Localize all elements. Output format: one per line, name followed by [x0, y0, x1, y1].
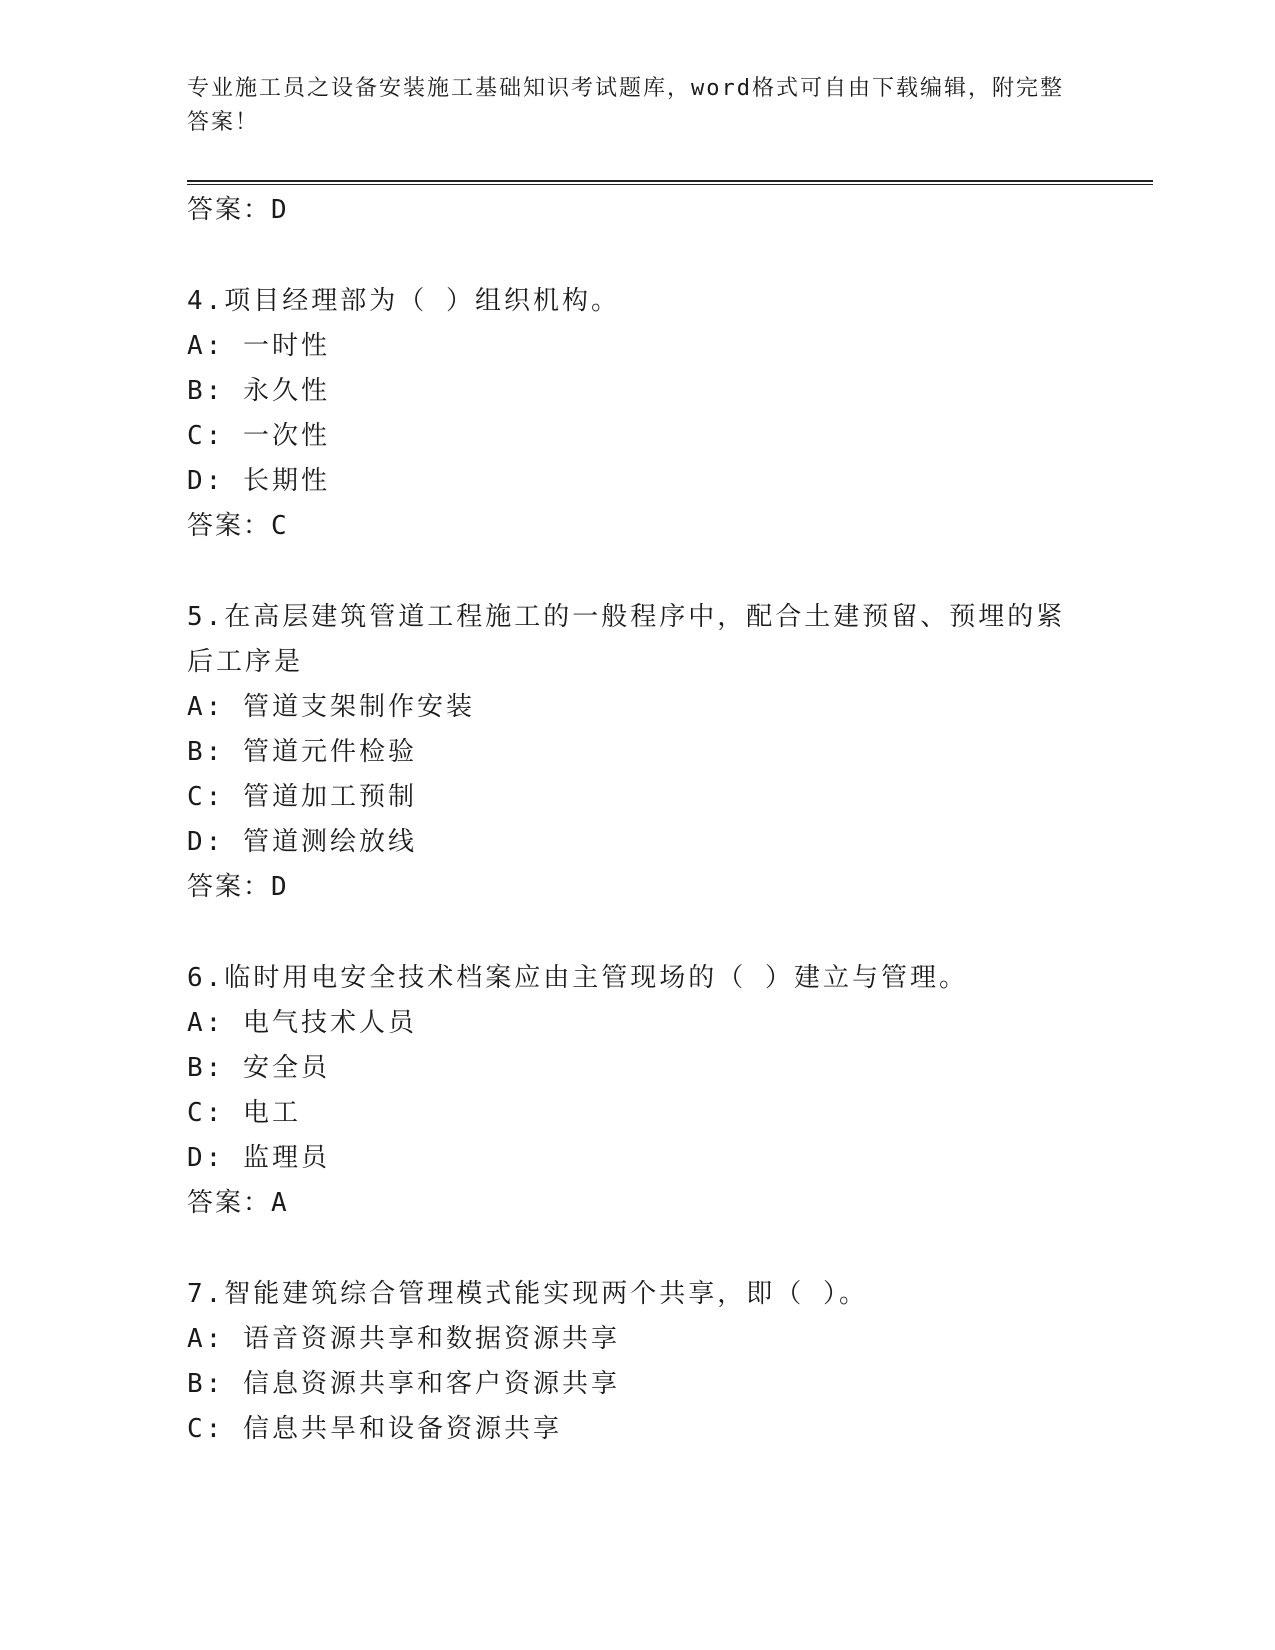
option-d: D: 监理员 [187, 1143, 330, 1173]
option-b: B: 管道元件检验 [187, 737, 417, 767]
option-c: C: 一次性 [187, 421, 330, 451]
answer-line: 答案：D [187, 872, 289, 902]
option-b: B: 信息资源共享和客户资源共享 [187, 1369, 620, 1399]
question-list [187, 188, 1087, 1452]
option-a: A: 管道支架制作安装 [187, 692, 475, 722]
option-a: A: 一时性 [187, 331, 330, 361]
option-d: D: 管道测绘放线 [187, 827, 417, 857]
header-divider [187, 180, 1153, 185]
option-a: A: 语音资源共享和数据资源共享 [187, 1324, 620, 1354]
spacer [187, 549, 1087, 595]
page-header: 专业施工员之设备安装施工基础知识考试题库，word格式可自由下载编辑，附完整答案！ [187, 76, 1064, 135]
question-stem: 5.在高层建筑管道工程施工的一般程序中，配合土建预留、预埋的紧后工序是 [187, 602, 1066, 677]
question-stem: 4.项目经理部为（ ）组织机构。 [187, 286, 620, 316]
spacer [187, 233, 1087, 279]
option-b: B: 永久性 [187, 376, 330, 406]
option-b: B: 安全员 [187, 1053, 330, 1083]
answer-line: 答案：C [187, 511, 289, 541]
answer-line: 答案：D [187, 195, 289, 225]
spacer [187, 910, 1087, 956]
option-d: D: 长期性 [187, 466, 330, 496]
option-c: C: 管道加工预制 [187, 782, 417, 812]
option-c: C: 电工 [187, 1098, 301, 1128]
option-a: A: 电气技术人员 [187, 1008, 417, 1038]
spacer [187, 1226, 1087, 1272]
answer-line: 答案：A [187, 1188, 289, 1218]
option-c: C: 信息共旱和设备资源共享 [187, 1414, 562, 1444]
question-stem: 6.临时用电安全技术档案应由主管现场的（ ）建立与管理。 [187, 963, 968, 993]
question-stem: 7.智能建筑综合管理模式能实现两个共享，即（ ）。 [187, 1279, 868, 1309]
